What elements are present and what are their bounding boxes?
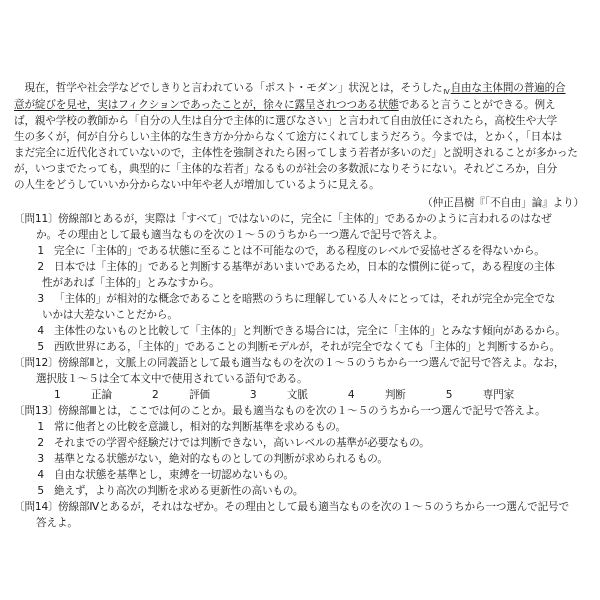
passage-text: であると言うことができる。例え: [398, 99, 556, 111]
choice-item: [14, 419, 592, 435]
choice-text: 絶えず，より高次の判断を求める更新性の高いもの。: [54, 485, 304, 497]
choice-item: [14, 291, 592, 307]
choice-item: [14, 435, 592, 451]
choice-continuation: いかは大差ないことだから。: [42, 309, 178, 321]
question-line: 答えよ。: [36, 517, 78, 529]
choice-text: それまでの学習や経験だけでは判断できない，高いレベルの基準が必要なもの。: [54, 437, 430, 449]
choice-number: 5: [37, 485, 44, 497]
choice-text: 西欧世界にある，「主体的」であることの判断モデルが，それが完全でなくても「主体的」と判断するから。: [54, 341, 560, 353]
question-number: 〔問14〕: [14, 501, 59, 513]
choice-text: 「主体的」が相対的な概念であることを暗黙のうちに理解している人々にとっては，それが完全か完全でな: [54, 293, 556, 305]
choice-text: 評価: [188, 389, 210, 401]
question-13: [14, 403, 592, 499]
choice-number: 3: [37, 293, 44, 305]
underlined-text: 意が綻びを見せ，実はフィクションであったことが，徐々に露呈されつつある状態: [14, 99, 399, 111]
choice-item: [14, 339, 592, 355]
choice-text: 完全に「主体的」である状態に至ることは不可能なので，ある程度のレベルで妥協せざるを得ないから。: [54, 245, 545, 257]
question-11: [14, 211, 592, 355]
choice-number: 2: [37, 437, 44, 449]
choice-text: 日本では「主体的」であると判断する基準があいまいであるため，日本的な慣例に従って，ある程度の主体: [54, 261, 555, 273]
passage: [14, 80, 588, 211]
underlined-text: 自由な主体間の普遍的合: [450, 82, 566, 94]
question-line: か。その理由として最も適当なものを次の１～５のうちから一つ選んで記号で答えよ。: [36, 229, 444, 241]
choice-text: 主体性のないものと比較して「主体的」と判断できる場合には，完全に「主体的」とみなす傾向があるから。: [54, 325, 566, 337]
choice-text: 判断: [384, 389, 406, 401]
choice-item: [446, 387, 534, 403]
question-text: 傍線部Ⅰとあるが，実際は「すべて」ではないのに，完全に「主体的」であるかのように言われるのはなぜ: [58, 213, 552, 225]
inline-choices: [14, 387, 592, 403]
choice-text: 専門家: [482, 389, 515, 401]
choice-item: [348, 387, 426, 403]
question-14: [14, 499, 592, 531]
choice-text: 文脈: [286, 389, 308, 401]
question-text: 傍線部Ⅱと，文脈上の同義語として最も適当なものを次の１～５のうちから一つ選んで記号で答えよ。なお，: [58, 357, 565, 369]
choice-number: 1: [37, 245, 44, 257]
choice-item: [14, 259, 592, 275]
choice-number: 5: [445, 389, 453, 401]
passage-line: [14, 97, 588, 113]
passage-line: が，いつまでたっても，典型的に「主体的な若者」なるものが社会の多数派になりそうにない。それどころか，自分: [14, 163, 558, 175]
choice-item: [14, 451, 592, 467]
passage-text: 現在，哲学や社会学などでしきりと言われている「ポスト・モダン」状況とは，そうした: [14, 82, 443, 94]
choice-item: [152, 387, 230, 403]
question-line: 選択肢１～５は全て本文中で使用されている語句である。: [36, 373, 308, 385]
choice-item: [250, 387, 328, 403]
choice-item: [14, 483, 592, 499]
passage-line: まだ完全に近代化されていないので，主体性を強制されたら困ってしまう若者が多いのだ」と説明されることが多かった: [14, 147, 578, 159]
question-text: 傍線部Ⅳとあるが，それはなぜか。その理由として最も適当なものを次の１～５のうちから一つ選んで記号で: [58, 501, 569, 513]
choice-continuation: 性があれば「主体的」とみなすから。: [42, 277, 220, 289]
choice-number: 2: [37, 261, 44, 273]
question-line: [14, 355, 592, 371]
choice-number: 5: [37, 341, 44, 353]
question-text: 傍線部Ⅲとは，ここでは何のことか。最も適当なものを次の１～５のうちから一つ選んで記号で答えよ。: [58, 405, 546, 417]
choice-text: 正論: [91, 389, 112, 401]
choice-number: 1: [54, 389, 61, 401]
choice-text: 常に他者との比較を意識し，相対的な判断基準を求めるもの。: [54, 421, 346, 433]
choice-number: 4: [37, 469, 44, 481]
choice-text: 基準となる状態がない，絶対的なものとしての判断が求められるもの。: [54, 453, 388, 465]
passage-line: 生の多くが，何が自分らしい主体的な生き方か分からなくて途方にくれてしまうだろう。今までは，とかく，「日本は: [14, 131, 563, 143]
choice-text: 自由な状態を基準とし，束縛を一切認めないもの。: [54, 469, 294, 481]
question-line: [14, 499, 592, 515]
question-number: 〔問12〕: [14, 357, 59, 369]
question-number: 〔問13〕: [14, 405, 59, 417]
passage-line: ば，親や学校の教師から「自分の人生は自分で主体的に選びなさい」と言われて自由放任にされたら，高校生や大学: [14, 115, 558, 127]
choice-item: [14, 467, 592, 483]
choice-item: [14, 323, 592, 339]
question-line: [14, 211, 592, 227]
choice-number: 3: [37, 453, 44, 465]
choice-item: [54, 387, 132, 403]
choice-item: [14, 243, 592, 259]
source-citation: （仲正昌樹『「不自由」論』より）: [422, 197, 584, 209]
choice-number: 3: [249, 389, 257, 401]
passage-line: の人生をどうしていいか分からない中年や老人が増加しているように見える。: [14, 179, 380, 191]
underline-mark: Ⅳ: [443, 88, 450, 96]
question-12: [14, 355, 592, 403]
choice-number: 1: [37, 421, 44, 433]
choice-number: 4: [347, 389, 355, 401]
question-line: [14, 403, 592, 419]
question-number: 〔問11〕: [14, 213, 59, 225]
choice-number: 2: [151, 389, 159, 401]
passage-line: [14, 80, 588, 97]
choice-number: 4: [37, 325, 44, 337]
